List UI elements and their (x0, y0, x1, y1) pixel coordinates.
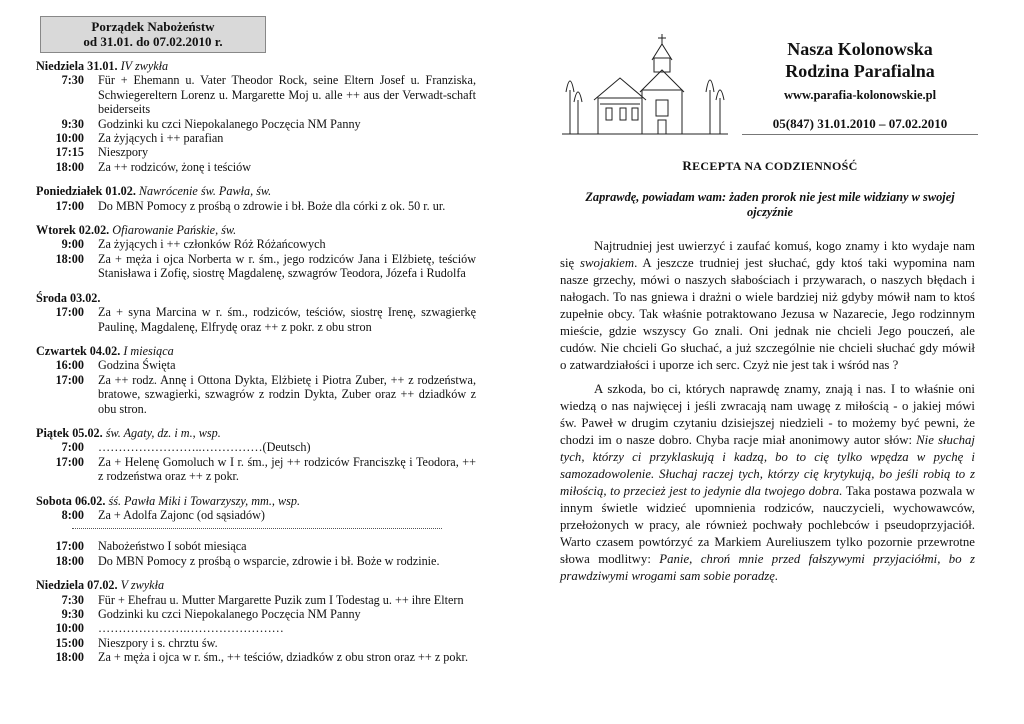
day-liturgical-note: Nawrócenie św. Pawła, św. (138, 184, 272, 199)
mass-time: 9:00 (61, 237, 84, 252)
mass-time: 9:30 (61, 607, 84, 621)
mass-time: 8:00 (61, 507, 84, 522)
mass-time: 18:00 (55, 650, 84, 665)
mass-time: 17:00 (55, 539, 84, 554)
day-heading (36, 578, 476, 592)
gospel-quote: Zaprawdę, powiadam wam: żaden prorok nie jest mile widziany w swojej ojczyźnie (585, 190, 955, 219)
mass-entry (36, 508, 476, 522)
mass-entry (36, 621, 476, 635)
mass-entry (36, 252, 476, 281)
mass-time: 18:00 (55, 159, 84, 174)
mass-time: 15:00 (55, 635, 84, 650)
mass-entry (36, 131, 476, 145)
article-paragraph-2: A szkoda, bo ci, których naprawdę znamy, znają i nas. I to właśnie oni wiedzą o nas najwięcej i jeśli zwracają nam uwagę z miłością - o jakiej mówi św. Paweł w drugim czytaniu dzisiejszej niedzieli - to możemy być pewni, że chodzi im o nasze dobro. Chyba racje miał anonimowy autor słów: Nie słuchaj tych, którzy ci przyklaskują i kadzą, bo to cię tylko wpędza w pychę i samozadowolenie. Słuchaj raczej tych, którzy cię krytykują, bo jeśli robią to z miłością, to przecież jest to jedynie dla twojego dobra. Taka postawa pozwala w innym świetle widzieć upomnienia rodziców, nauczycieli, wychowawców, przełożonych w pracy, ale również pochwały pochlebców i pseudoprzyjaciół. Warto czasem powtórzyć za Markiem Aureliuszem tylko pozornie przewrotne słowa modlitwy: Panie, chroń mnie przed fałszywymi przyjaciółmi, bo z prawdziwymi wrogami sam sobie poradzę. (560, 382, 975, 583)
mass-entry (36, 373, 476, 416)
day-liturgical-note: I miesiąca (123, 343, 174, 358)
dotted-separator (72, 528, 442, 529)
day-block (36, 291, 476, 334)
mass-entry (36, 237, 476, 251)
mass-intention: ………………….…………………… (98, 621, 284, 636)
parish-title-line1: Nasza Kolonowska (787, 39, 933, 59)
day-heading (36, 291, 476, 305)
mass-time: 17:00 (55, 305, 84, 320)
mass-schedule (36, 16, 476, 665)
mass-intention: Nabożeństwo I sobót miesiąca (98, 539, 247, 554)
day-block (36, 494, 476, 523)
mass-entry (36, 358, 476, 372)
day-heading (36, 184, 476, 198)
mass-time: 18:00 (55, 251, 84, 266)
mass-entry (36, 650, 476, 664)
day-liturgical-note: św. Agaty, dz. i m., wsp. (105, 425, 221, 440)
mass-intention: Do MBN Pomocy z prośbą o zdrowie i bł. Boże dla córki z ok. 50 r. ur. (98, 198, 446, 213)
parish-title-line2: Rodzina Parafialna (785, 61, 935, 81)
article-body (560, 238, 975, 585)
day-name: Piątek 05.02. (36, 425, 103, 440)
mass-time: 7:00 (61, 440, 84, 455)
mass-intention: Für + Ehemann u. Vater Theodor Rock, seine Eltern Josef u. Franziska, Schwiegereltern Lorenz u. Margarette Moj u. alle ++ aus der Verwadt-schaft beiderseits (98, 73, 476, 117)
mass-intention: Für + Ehefrau u. Mutter Margarette Puzik zum I Todestag u. ++ ihre Eltern (98, 592, 464, 607)
day-name: Poniedziałek 01.02. (36, 184, 136, 199)
mass-intention: Za żyjących i ++ parafian (98, 131, 224, 146)
mass-entry (36, 539, 476, 553)
mass-entry (36, 593, 476, 607)
article-paragraph-1: Najtrudniej jest uwierzyć i zaufać komuś, kogo znamy i kto wydaje nam się swojakiem. A jeszcze trudniej jest słuchać, gdy ktoś taki wypomina nam nasze grzechy, mówi o naszych słabościach i przywarach, o naszych błędach i nałogach. To nas gniewa i drażni o wiele bardziej niż gdyby mówił nam to ktoś zupełnie obcy. Tak właśnie potraktowano Jezusa w Nazarecie, Jego rodzinnym mieście, gdzie wszyscy Go znali. Oni jednak nie chcieli Jego pouczeń, ale cudów. Nie chcieli Go słuchać, a już szczególnie nie chcieli słuchać gdy mówił o zatwardziałości i uporze ich serc. Czyż nie jest tak i wśród nas ? (560, 239, 976, 372)
parish-website: www.parafia-kolonowskie.pl (783, 88, 937, 102)
mass-time: 10:00 (55, 131, 84, 146)
mass-intention: Nieszpory (98, 145, 149, 160)
church-illustration (560, 30, 730, 138)
mass-intention: Do MBN Pomocy z prośbą o wsparcie, zdrowie i bł. Boże w rodzinie. (98, 553, 440, 568)
day-name: Niedziela 07.02. (36, 578, 118, 593)
day-heading (36, 223, 476, 237)
day-heading (36, 494, 476, 508)
mass-time: 16:00 (55, 358, 84, 373)
mass-intention: Za ++ rodz. Annę i Ottona Dykta, Elżbietę i Piotra Zuber, ++ z rodzeństwa, bratowe, szwagierki, szwagrów z rodzin Dykta, Zuber oraz ++ dziadków z obu stron. (98, 372, 476, 416)
day-name: Niedziela 31.01. (36, 59, 118, 73)
mass-entry (36, 305, 476, 334)
schedule-title: Porządek Nabożeństw (91, 19, 215, 34)
mass-entry (36, 455, 476, 484)
day-liturgical-note: śś. Pawła Miki i Towarzyszy, mm., wsp. (108, 493, 300, 508)
mass-intention: Godzinki ku czci Niepokalanego Poczęcia NM Panny (98, 116, 361, 131)
day-name: Czwartek 04.02. (36, 343, 121, 358)
mass-intention: Godzinki ku czci Niepokalanego Poczęcia NM Panny (98, 607, 361, 621)
day-liturgical-note: V zwykła (120, 578, 165, 593)
mass-intention: Nieszpory i s. chrztu św. (98, 635, 218, 650)
days-list (36, 59, 476, 665)
day-block (36, 184, 476, 213)
mass-time: 17:00 (55, 454, 84, 469)
day-heading (36, 59, 476, 73)
day-block (36, 578, 476, 664)
schedule-header (40, 16, 266, 53)
issue-number: 05(847) 31.01.2010 – 07.02.2010 (772, 116, 948, 131)
mass-intention: Za ++ rodziców, żonę i teściów (98, 159, 252, 174)
mass-entry (36, 145, 476, 159)
mass-intention: ……………………..……………(Deutsch) (98, 440, 311, 455)
mass-entry (36, 554, 476, 568)
day-block (36, 426, 476, 484)
section-heading: RECEPTA NA CODZIENNOŚĆ (682, 158, 858, 173)
day-block (36, 344, 476, 416)
mass-intention: Za + męża i ojca w r. śm., ++ teściów, dziadków z obu stron oraz ++ z pokr. (98, 650, 468, 665)
day-liturgical-note: Ofiarowanie Pańskie, św. (112, 223, 237, 238)
mass-time: 17:00 (55, 198, 84, 213)
mass-entry (36, 440, 476, 454)
day-heading (36, 426, 476, 440)
day-name: Wtorek 02.02. (36, 223, 110, 238)
mass-intention: Za + Adolfa Zajonc (od sąsiadów) (98, 507, 265, 522)
day-name: Środa 03.02. (36, 290, 101, 305)
mass-time: 7:30 (61, 73, 84, 88)
mass-intention: Za + męża i ojca Norberta w r. śm., jego rodziców Jana i Elżbietę, teściów Stanisława i Zofię, siostrę Magdalenę, szwagrów Teodora, Józefa i Rudolfa (98, 251, 476, 281)
mass-time: 18:00 (55, 553, 84, 568)
day-liturgical-note: IV zwykła (120, 59, 169, 73)
mass-entry (36, 73, 476, 116)
day-name: Sobota 06.02. (36, 493, 106, 508)
day-block (36, 223, 476, 281)
day-heading (36, 344, 476, 358)
mass-time: 17:00 (55, 372, 84, 387)
mass-time: 9:30 (61, 116, 84, 131)
mass-intention: Godzina Święta (98, 358, 176, 373)
mass-entry (36, 636, 476, 650)
mass-intention: Za żyjących i ++ członków Róż Różańcowych (98, 237, 326, 252)
extra-services (36, 539, 476, 568)
mass-time: 17:15 (55, 145, 84, 160)
header-divider (742, 134, 978, 135)
mass-entry (36, 160, 476, 174)
mass-time: 7:30 (61, 592, 84, 607)
day-block (36, 59, 476, 174)
mass-intention: Za + Helenę Gomoluch w I r. śm., jej ++ rodziców Franciszkę i Teodora, ++ z rodzeństwa oraz ++ z pokr. (98, 454, 476, 484)
mass-entry (36, 607, 476, 621)
mass-time: 10:00 (55, 621, 84, 636)
mass-intention: Za + syna Marcina w r. śm., rodziców, teściów, siostrę Irenę, szwagierkę Paulinę, Magdalenę, Elfrydę oraz ++ z pokr. z obu stron (98, 305, 476, 334)
schedule-dates: od 31.01. do 07.02.2010 r. (83, 34, 223, 49)
mass-entry (36, 199, 476, 213)
mass-entry (36, 117, 476, 131)
